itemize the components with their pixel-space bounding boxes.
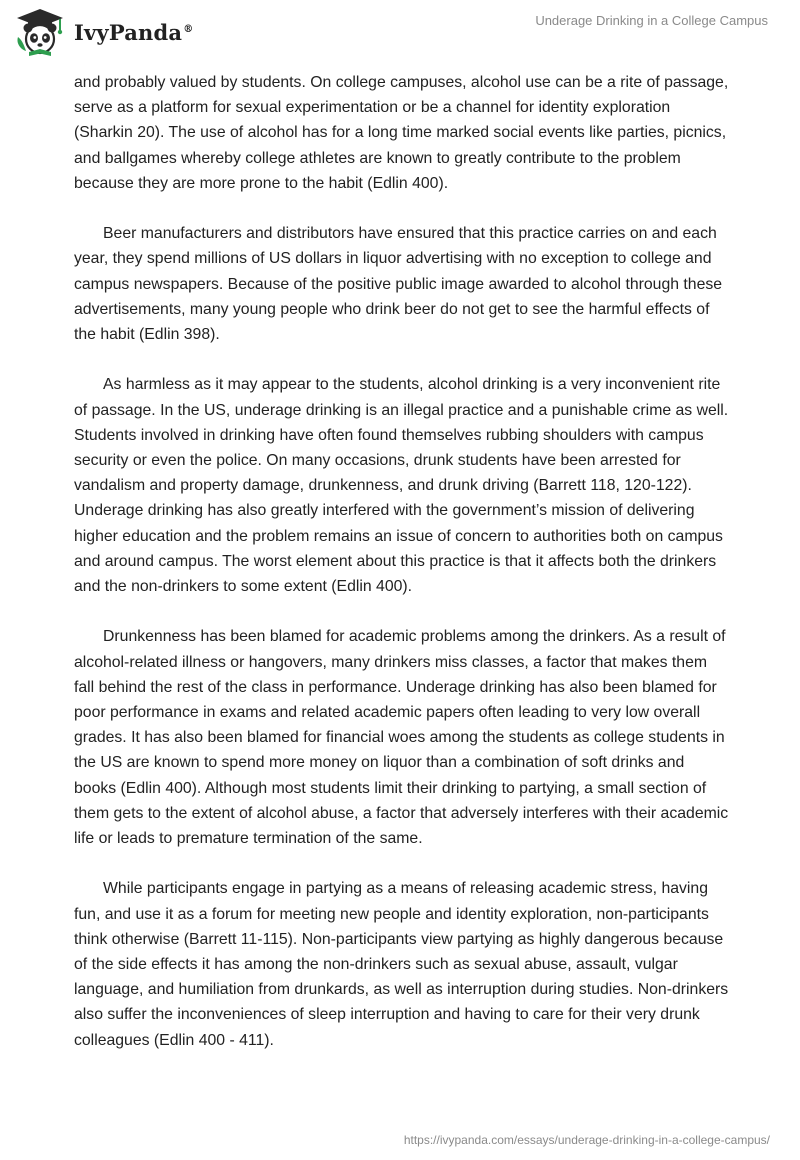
ivypanda-logo[interactable]	[14, 7, 193, 57]
essay-body	[74, 70, 730, 1078]
registered-mark: ®	[183, 23, 194, 35]
panda-graduation-cap-icon	[14, 7, 66, 57]
paragraph-2: Beer manufacturers and distributors have ensured that this practice carries on and each year, they spend millions of US dollars in liquor advertising with no exception to college and campus newspapers. Because of the positive public image awarded to alcohol through these advertisements, many young people who drink beer do not get to see the harmful effects of the habit (Edlin 398).	[74, 225, 723, 344]
page-header	[0, 0, 800, 64]
document-title: Underage Drinking in a College Campus	[535, 13, 768, 28]
paragraph-3: As harmless as it may appear to the students, alcohol drinking is a very inconvenient rite of passage. In the US, underage drinking is an illegal practice and a punishable crime as well. Students involved in drinking have often found themselves rubbing shoulders with campus security or even the police. On many occasions, drunk students have been arrested for vandalism and property damage, drunkenness, and drunk driving (Barrett 118, 120-122). Underage drinking has also greatly interfered with the government’s mission of delivering higher education and the problem remains an issue of concern to authorities both on campus and around campus. The worst element about this practice is that it affects both the drinkers and the non-drinkers to some extent (Edlin 400).	[74, 376, 729, 596]
paragraph-1: and probably valued by students. On college campuses, alcohol use can be a rite of passage, serve as a platform for sexual experimentation or be a channel for identity exploration (Sharkin 20). The use of alcohol has for a long time marked social events like parties, picnics, and ballgames whereby college athletes are known to greatly contribute to the problem because they are more prone to the habit (Edlin 400).	[74, 74, 729, 192]
paragraph-5: While participants engage in partying as a means of releasing academic stress, having fun, and use it as a forum for meeting new people and identity exploration, non-participants think otherwise (Barrett 11-115). Non-participants view partying as highly dangerous because of the side effects it has among the non-drinkers such as sexual abuse, assault, vulgar language, and humiliation from drunkards, as well as interruption during studies. Non-drinkers also suffer the inconveniences of sleep interruption and having to care for their very drunk colleagues (Edlin 400 - 411).	[74, 880, 729, 1049]
brand-name: IvyPanda®	[74, 19, 194, 45]
source-url-link[interactable]: https://ivypanda.com/essays/underage-drinking-in-a-college-campus/	[403, 1133, 770, 1147]
paragraph-4: Drunkenness has been blamed for academic problems among the drinkers. As a result of alcohol-related illness or hangovers, many drinkers miss classes, a factor that makes them fall behind the rest of the class in performance. Underage drinking has also been blamed for poor performance in exams and related academic papers often leading to very low overall grades. It has also been blamed for financial woes among the students as college students in the US are known to spend more money on liquor than a combination of soft drinks and books (Edlin 400). Although most students limit their drinking to partying, a small section of them gets to the extent of alcohol abuse, a factor that adversely interferes with their academic life or leads to premature termination of the same.	[74, 628, 729, 848]
